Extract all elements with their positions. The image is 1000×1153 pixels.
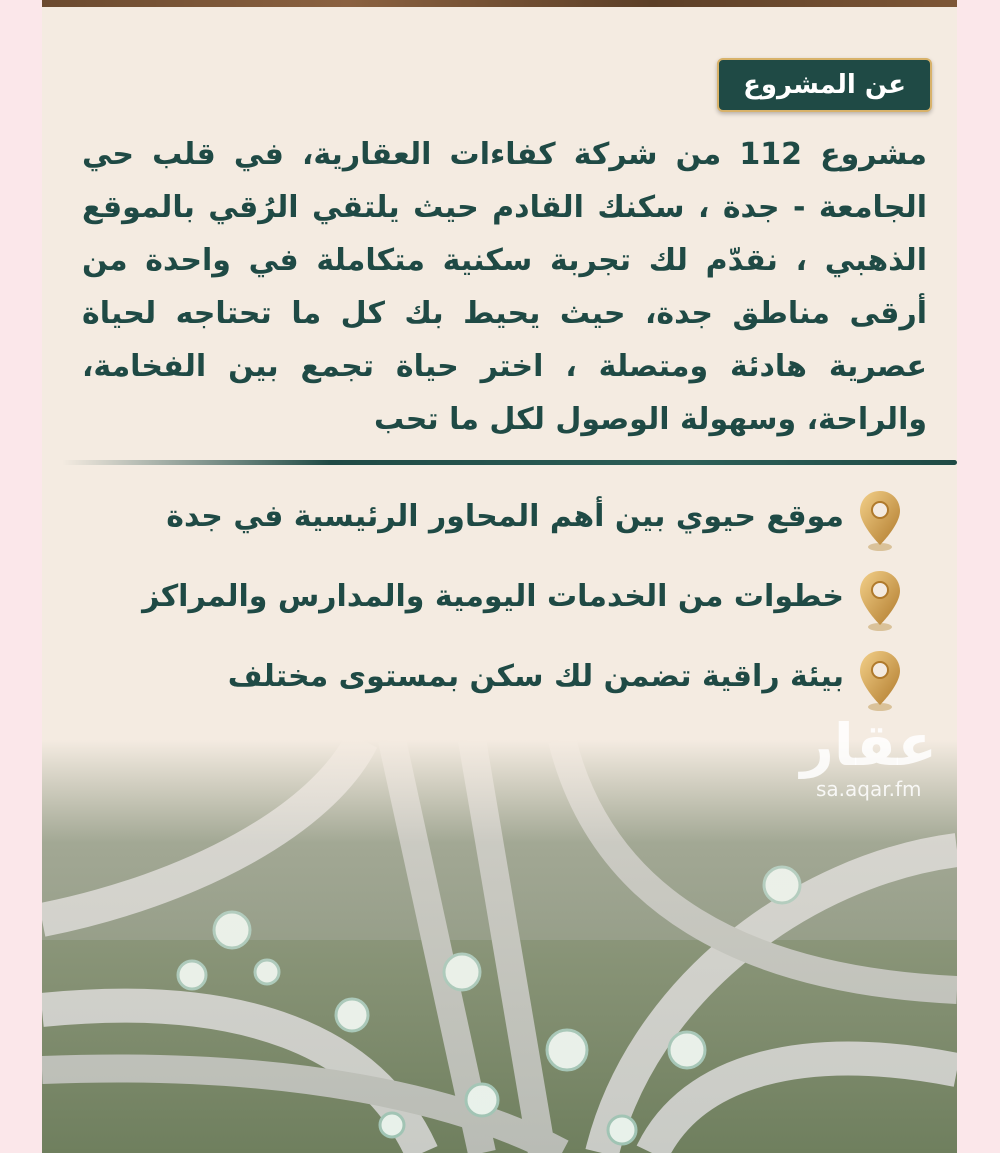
feature-text: موقع حيوي بين أهم المحاور الرئيسية في جدة: [166, 499, 844, 534]
location-pin-icon: [858, 489, 902, 553]
poster: [42, 0, 957, 1153]
feature-text: بيئة راقية تضمن لك سكن بمستوى مختلف: [227, 659, 844, 694]
feature-item: [82, 645, 902, 725]
aqar-watermark: [800, 712, 937, 800]
highway-interchange-photo: [42, 740, 957, 1153]
location-pin-icon: [858, 569, 902, 633]
watermark-logo: عقار: [800, 711, 937, 779]
features-list: [82, 485, 902, 725]
divider: [62, 460, 957, 465]
section-title-badge: عن المشروع: [717, 58, 932, 112]
feature-item: [82, 485, 902, 565]
top-image-strip: [42, 0, 957, 7]
project-description: مشروع 112 من شركة كفاءات العقارية، في قلب حي الجامعة - جدة ، سكنك القادم حيث يلتقي الرُقي بالموقع الذهبي ، نقدّم لك تجربة سكنية متكاملة في واحدة من أرقى مناطق جدة، حيث يحيط بك كل ما تحتاجه لحياة عصرية هادئة ومتصلة ، اختر حياة تجمع بين الفخامة، والراحة، وسهولة الوصول لكل ما تحب: [82, 137, 927, 437]
feature-text: خطوات من الخدمات اليومية والمدارس والمراكز: [142, 579, 844, 614]
location-pin-icon: [858, 649, 902, 713]
feature-item: [82, 565, 902, 645]
watermark-url: sa.aqar.fm: [815, 777, 922, 801]
